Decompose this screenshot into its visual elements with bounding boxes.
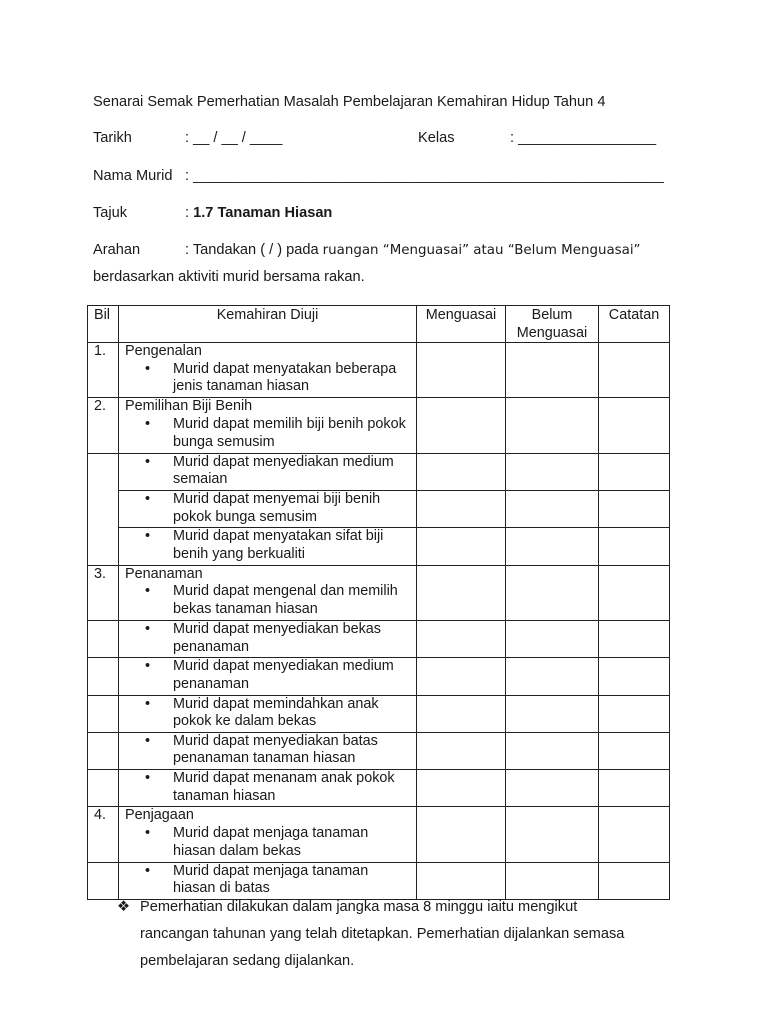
arahan-label: Arahan [93,242,141,258]
menguasai-cell[interactable] [417,343,506,398]
skill-cell [119,453,417,490]
bullet-icon: • [145,825,151,842]
catatan-cell[interactable] [599,453,670,490]
bullet-icon: • [145,862,151,879]
belum-menguasai-cell[interactable] [506,528,599,565]
menguasai-cell[interactable] [417,862,506,899]
catatan-cell[interactable] [599,343,670,398]
catatan-cell[interactable] [599,398,670,453]
section-topic: Pengenalan [125,343,202,360]
bullet-icon: • [145,453,151,470]
belum-menguasai-cell[interactable] [506,862,599,899]
list-item [125,454,410,489]
skill-cell [119,862,417,899]
list-item [125,770,410,805]
header-bil: Bil [88,306,119,343]
list-item [125,696,410,731]
catatan-cell[interactable] [599,732,670,769]
nama-murid-field: : __________________________________________________________ [185,168,664,184]
skill-text: Murid dapat menyatakan sifat biji benih yang berkualiti [173,528,384,562]
menguasai-cell[interactable] [417,732,506,769]
skill-cell [119,732,417,769]
tarikh-field: : __ / __ / ____ [185,130,283,146]
table-row [88,862,670,899]
header-belum-menguasai: Belum Menguasai [506,306,599,343]
bullet-icon: • [145,491,151,508]
header-kemahiran: Kemahiran Diuji [119,306,417,343]
belum-menguasai-cell[interactable] [506,770,599,807]
belum-menguasai-cell[interactable] [506,695,599,732]
skill-text: Murid dapat menyediakan batas penanaman tanaman hiasan [173,732,378,767]
row-number-empty [88,695,119,732]
skill-text: Murid dapat menjaga tanaman hiasan dalam bekas [173,825,369,859]
bullet-icon: • [145,416,151,433]
skill-cell [119,398,417,453]
list-item [125,658,410,693]
skill-cell [119,565,417,620]
list-item [125,416,410,451]
belum-menguasai-cell[interactable] [506,453,599,490]
table-row [88,620,670,657]
bullet-icon: • [145,583,151,600]
table-row [88,491,670,528]
menguasai-cell[interactable] [417,528,506,565]
section-topic: Pemilihan Biji Benih [125,398,253,415]
skill-text: Murid dapat mengenal dan memilih bekas tanaman hiasan [173,583,398,617]
menguasai-cell[interactable] [417,398,506,453]
skill-text: Murid dapat menyemai biji benih pokok bunga semusim [173,491,381,525]
bullet-icon: • [145,658,151,675]
row-number: 2. [88,398,119,453]
catatan-cell[interactable] [599,620,670,657]
tarikh-label: Tarikh [93,130,132,146]
skill-text: Murid dapat menyatakan beberapa jenis tanaman hiasan [173,360,397,395]
catatan-cell[interactable] [599,528,670,565]
bullet-icon: • [145,360,151,377]
list-item [125,863,410,898]
row-number-empty [88,453,119,490]
section-topic: Penanaman [125,565,203,582]
table-row [88,343,670,398]
skill-text: Murid dapat menjaga tanaman hiasan di batas [173,862,369,897]
belum-menguasai-cell[interactable] [506,565,599,620]
skill-text: Murid dapat menyediakan medium penanaman [173,658,394,692]
document-title: Senarai Semak Pemerhatian Masalah Pembelajaran Kemahiran Hidup Tahun 4 [93,94,606,110]
row-number-empty [88,732,119,769]
kelas-field: : _________________ [510,130,657,146]
belum-menguasai-cell[interactable] [506,491,599,528]
row-number: 3. [88,565,119,620]
table-row [88,770,670,807]
footnote-line1: Pemerhatian dilakukan dalam jangka masa 8 minggu iaitu mengikut [140,899,578,915]
bullet-icon: • [145,528,151,545]
menguasai-cell[interactable] [417,565,506,620]
menguasai-cell[interactable] [417,620,506,657]
list-item [125,825,410,860]
tajuk-prefix: : [185,205,194,221]
skill-text: Murid dapat menanam anak pokok tanaman hiasan [173,770,395,804]
catatan-cell[interactable] [599,862,670,899]
skill-cell [119,807,417,862]
footnote-symbol-icon: ❖ [117,899,131,915]
belum-menguasai-cell[interactable] [506,658,599,695]
skill-text: Murid dapat memindahkan anak pokok ke dalam bekas [173,695,379,730]
header-menguasai: Menguasai [417,306,506,343]
skill-cell [119,343,417,398]
bullet-icon: • [145,695,151,712]
skill-cell [119,528,417,565]
nama-murid-label: Nama Murid [93,168,173,184]
table-row [88,658,670,695]
row-number-empty [88,491,119,528]
belum-menguasai-cell[interactable] [506,620,599,657]
list-item [125,621,410,656]
menguasai-cell[interactable] [417,453,506,490]
arahan-line2: berdasarkan aktiviti murid bersama rakan. [93,269,365,285]
list-item [125,361,410,396]
header-catatan: Catatan [599,306,670,343]
section-topic: Penjagaan [125,807,194,824]
arahan-part2: ruangan “Menguasai” atau “Belum Menguasai” [322,243,641,258]
table-row [88,398,670,453]
row-number-empty [88,658,119,695]
tajuk-value: 1.7 Tanaman Hiasan [193,205,333,221]
skill-cell [119,491,417,528]
list-item [125,583,410,618]
arahan-text [185,241,640,260]
catatan-cell[interactable] [599,695,670,732]
menguasai-cell[interactable] [417,491,506,528]
arahan-part1: : Tandakan ( / ) pada [185,242,319,258]
row-number-empty [88,770,119,807]
row-number-empty [88,528,119,565]
kelas-label: Kelas [418,130,455,146]
menguasai-cell[interactable] [417,658,506,695]
table-row [88,732,670,769]
checklist-table [87,305,670,900]
table-row [88,807,670,862]
row-number: 4. [88,807,119,862]
bullet-icon: • [145,620,151,637]
skill-cell [119,658,417,695]
belum-menguasai-cell[interactable] [506,732,599,769]
catatan-cell[interactable] [599,658,670,695]
table-header-row [88,306,670,343]
menguasai-cell[interactable] [417,695,506,732]
skill-text: Murid dapat menyediakan bekas penanaman [173,620,381,655]
catatan-cell[interactable] [599,770,670,807]
footnote-line2: rancangan tahunan yang telah ditetapkan. Pemerhatian dijalankan semasa [140,926,625,942]
menguasai-cell[interactable] [417,770,506,807]
table-row [88,695,670,732]
row-number-empty [88,862,119,899]
table-row [88,453,670,490]
skill-cell [119,620,417,657]
menguasai-cell[interactable] [417,807,506,862]
catatan-cell[interactable] [599,565,670,620]
list-item [125,528,410,563]
catatan-cell[interactable] [599,491,670,528]
list-item [125,733,410,768]
bullet-icon: • [145,732,151,749]
skill-cell [119,695,417,732]
tajuk-label: Tajuk [93,205,128,221]
table-row [88,528,670,565]
tajuk-value-line [185,204,332,222]
skill-cell [119,770,417,807]
belum-menguasai-cell[interactable] [506,807,599,862]
bullet-icon: • [145,770,151,787]
belum-menguasai-cell[interactable] [506,343,599,398]
skill-text: Murid dapat menyediakan medium semaian [173,453,394,488]
footnote-line3: pembelajaran sedang dijalankan. [140,953,355,969]
list-item [125,491,410,526]
table-row [88,565,670,620]
row-number-empty [88,620,119,657]
skill-text: Murid dapat memilih biji benih pokok bunga semusim [173,416,406,450]
row-number: 1. [88,343,119,398]
catatan-cell[interactable] [599,807,670,862]
belum-menguasai-cell[interactable] [506,398,599,453]
